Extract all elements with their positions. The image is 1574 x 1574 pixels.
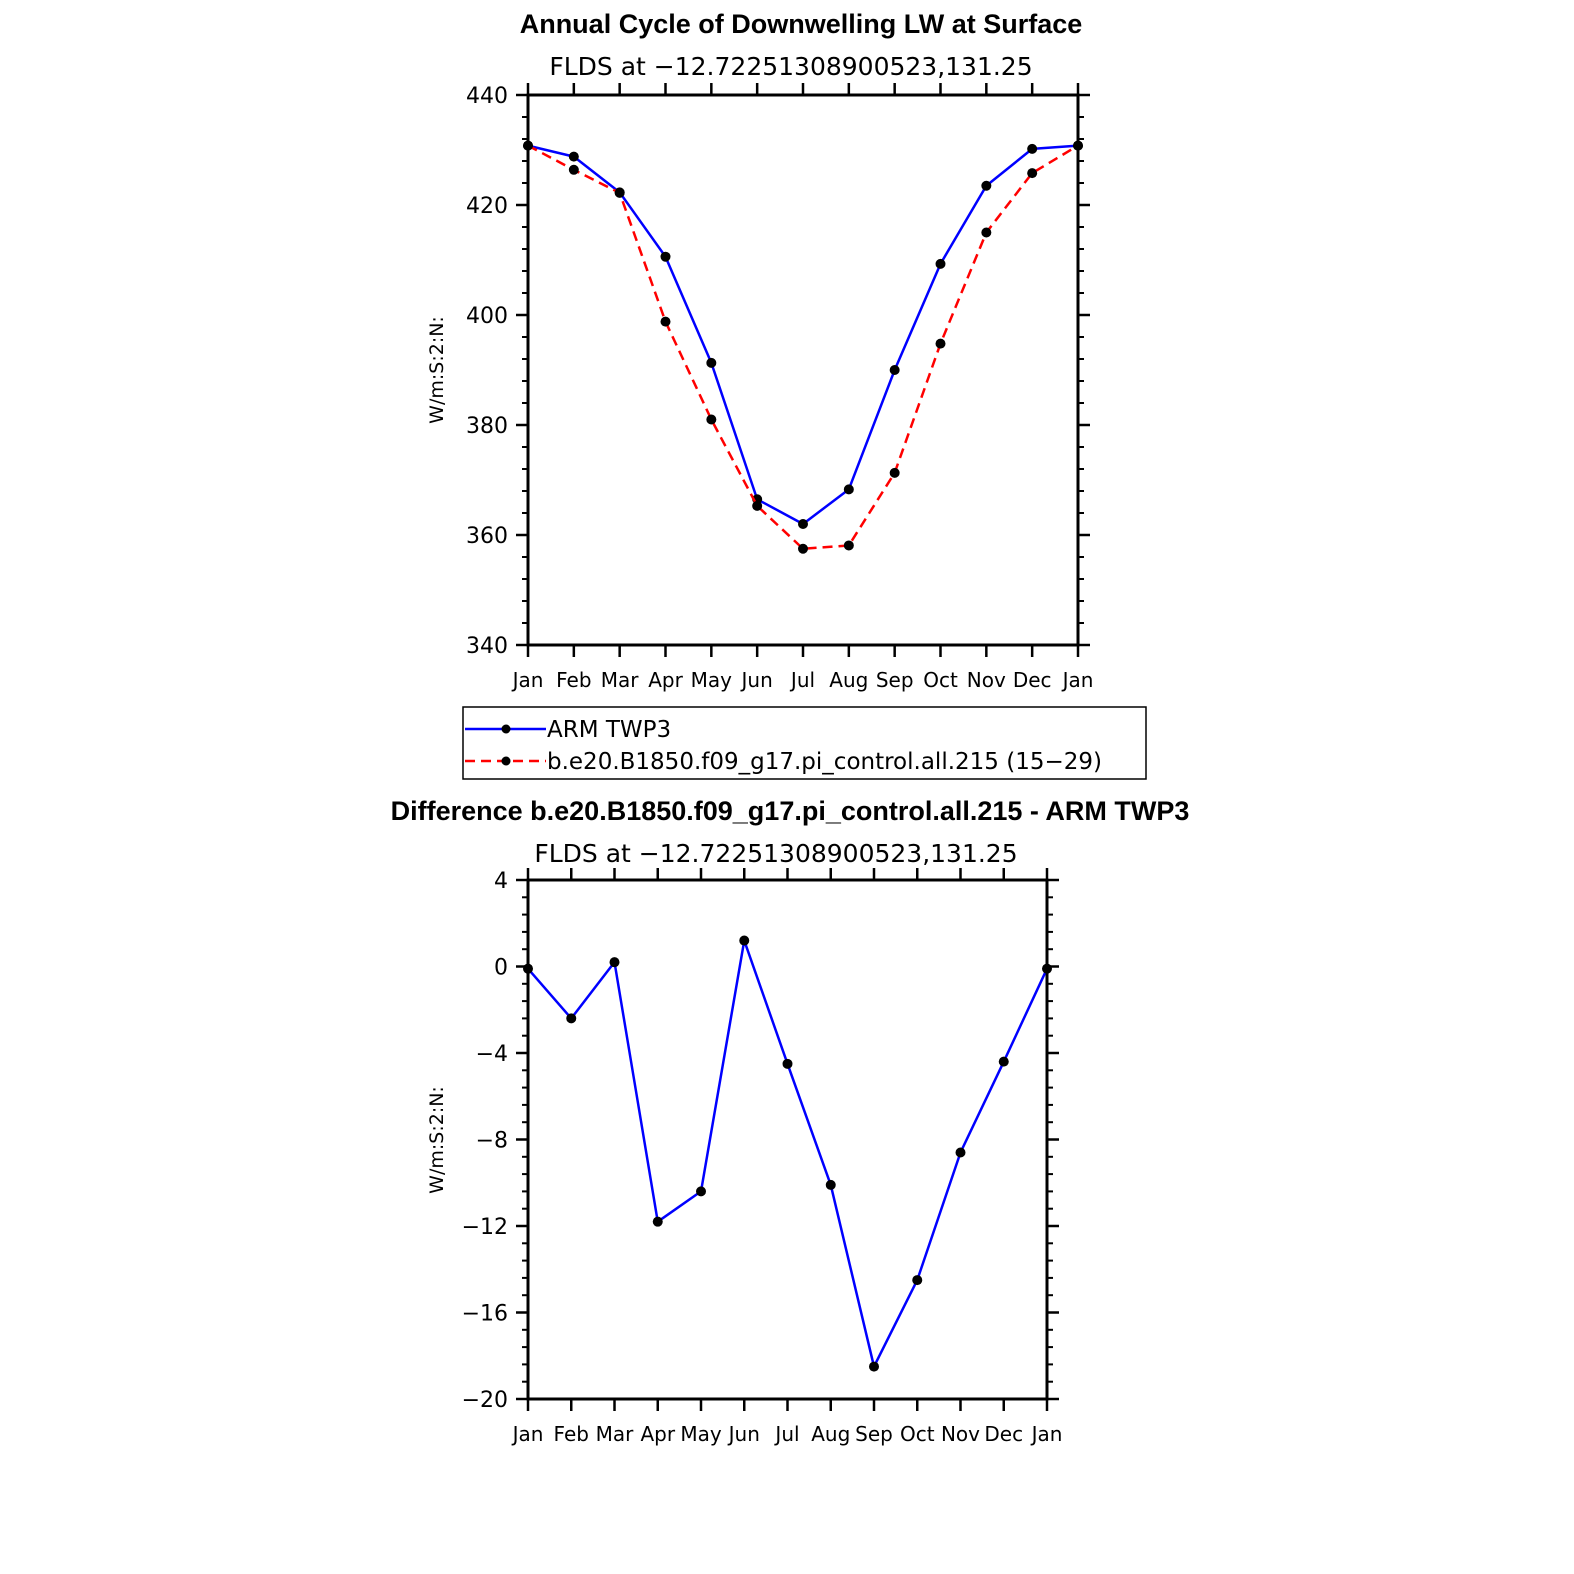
data-point bbox=[696, 1186, 706, 1196]
chart2-title: Difference b.e20.B1850.f09_g17.pi_control.all.215 - ARM TWP3 bbox=[390, 796, 1190, 826]
data-point bbox=[890, 468, 900, 478]
x-tick-label: Jun bbox=[741, 668, 773, 692]
y-tick-label: 380 bbox=[466, 414, 508, 439]
data-point bbox=[890, 365, 900, 375]
data-point bbox=[661, 317, 671, 327]
data-point bbox=[912, 1275, 922, 1285]
y-tick-label: 0 bbox=[494, 955, 508, 981]
x-tick-label: Jan bbox=[1031, 1422, 1063, 1446]
x-tick-label: Oct bbox=[923, 668, 958, 692]
chart1-subtitle: FLDS at −12.72251308900523,131.25 bbox=[549, 52, 1033, 81]
x-tick-label: Sep bbox=[855, 1422, 893, 1446]
x-tick-label: Jun bbox=[728, 1422, 760, 1446]
data-point bbox=[798, 544, 808, 554]
x-tick-label: Aug bbox=[829, 668, 869, 692]
chart2-series bbox=[523, 936, 1052, 1372]
data-point bbox=[956, 1147, 966, 1157]
series-line-0 bbox=[528, 146, 1078, 524]
y-tick-label: 420 bbox=[466, 194, 508, 219]
data-point bbox=[1027, 168, 1037, 178]
chart2-subtitle: FLDS at −12.72251308900523,131.25 bbox=[534, 839, 1018, 868]
annual-cycle-chart bbox=[426, 9, 1146, 779]
data-point bbox=[706, 415, 716, 425]
data-point bbox=[1042, 964, 1052, 974]
data-point bbox=[569, 152, 579, 162]
data-point bbox=[844, 484, 854, 494]
x-tick-label: Jul bbox=[790, 668, 816, 692]
data-point bbox=[610, 957, 620, 967]
chart1-legend bbox=[463, 707, 1146, 779]
data-point bbox=[1027, 144, 1037, 154]
data-point bbox=[999, 1057, 1009, 1067]
data-point bbox=[798, 519, 808, 529]
y-tick-label: 360 bbox=[466, 524, 508, 549]
data-point bbox=[739, 936, 749, 946]
x-tick-label: Nov bbox=[940, 1422, 981, 1446]
x-tick-label: Dec bbox=[1012, 668, 1052, 692]
plot-frame bbox=[528, 880, 1047, 1399]
x-tick-label: Jan bbox=[512, 668, 544, 692]
x-tick-label: Mar bbox=[595, 1422, 634, 1446]
series-line-1 bbox=[528, 146, 1078, 549]
y-tick-label: 4 bbox=[494, 869, 508, 894]
chart1-series bbox=[523, 141, 1083, 554]
chart1-title: Annual Cycle of Downwelling LW at Surface bbox=[519, 9, 1083, 39]
data-point bbox=[569, 165, 579, 175]
x-tick-label: Apr bbox=[640, 1422, 676, 1446]
y-tick-label: 440 bbox=[466, 84, 508, 109]
x-tick-label: May bbox=[690, 668, 733, 692]
data-point bbox=[981, 228, 991, 238]
y-tick-label: 340 bbox=[466, 634, 508, 659]
x-tick-label: Feb bbox=[556, 668, 592, 692]
y-tick-label: −20 bbox=[461, 1388, 508, 1413]
x-tick-label: Nov bbox=[966, 668, 1006, 692]
legend-marker-arm-twp3 bbox=[502, 725, 511, 734]
x-tick-label: Mar bbox=[600, 668, 639, 692]
x-tick-label: Apr bbox=[648, 668, 683, 692]
data-point bbox=[981, 181, 991, 191]
y-tick-label: −16 bbox=[461, 1301, 508, 1327]
data-point bbox=[653, 1217, 663, 1227]
y-tick-label: −12 bbox=[461, 1215, 508, 1240]
x-tick-label: Oct bbox=[899, 1422, 935, 1446]
x-tick-label: May bbox=[680, 1422, 722, 1446]
legend-entry-arm-twp3 bbox=[465, 717, 671, 743]
data-point bbox=[523, 141, 533, 151]
legend-label-model: b.e20.B1850.f09_g17.pi_control.all.215 (15−29) bbox=[547, 749, 1102, 775]
data-point bbox=[936, 259, 946, 269]
difference-chart bbox=[391, 796, 1190, 1446]
data-point bbox=[844, 540, 854, 550]
data-point bbox=[869, 1362, 879, 1372]
data-point bbox=[936, 339, 946, 349]
data-point bbox=[706, 358, 716, 368]
legend-marker-model bbox=[502, 757, 511, 766]
x-tick-label: Feb bbox=[553, 1422, 589, 1446]
data-point bbox=[783, 1059, 793, 1069]
data-point bbox=[752, 501, 762, 511]
x-tick-label: Jul bbox=[775, 1422, 800, 1446]
x-tick-label: Sep bbox=[875, 668, 914, 692]
data-point bbox=[615, 188, 625, 198]
y-tick-label: −4 bbox=[475, 1042, 508, 1067]
chart2-axes bbox=[462, 868, 1063, 1446]
data-point bbox=[826, 1180, 836, 1190]
x-tick-label: Dec bbox=[984, 1422, 1024, 1446]
data-point bbox=[566, 1013, 576, 1023]
y-tick-label: 400 bbox=[466, 304, 508, 329]
legend-label-arm-twp3: ARM TWP3 bbox=[547, 717, 672, 743]
legend-entry-model bbox=[465, 749, 1102, 775]
x-tick-label: Jan bbox=[512, 1422, 544, 1446]
data-point bbox=[661, 252, 671, 262]
data-point bbox=[523, 964, 533, 974]
series-line-0 bbox=[528, 941, 1047, 1367]
data-point bbox=[1073, 141, 1083, 151]
y-tick-label: −8 bbox=[475, 1128, 508, 1154]
chart1-y-axis-label: W/m:S:2:N: bbox=[426, 316, 448, 424]
x-tick-label: Aug bbox=[811, 1422, 851, 1446]
chart2-y-axis-label: W/m:S:2:N: bbox=[426, 1086, 448, 1194]
x-tick-label: Jan bbox=[1062, 668, 1094, 692]
